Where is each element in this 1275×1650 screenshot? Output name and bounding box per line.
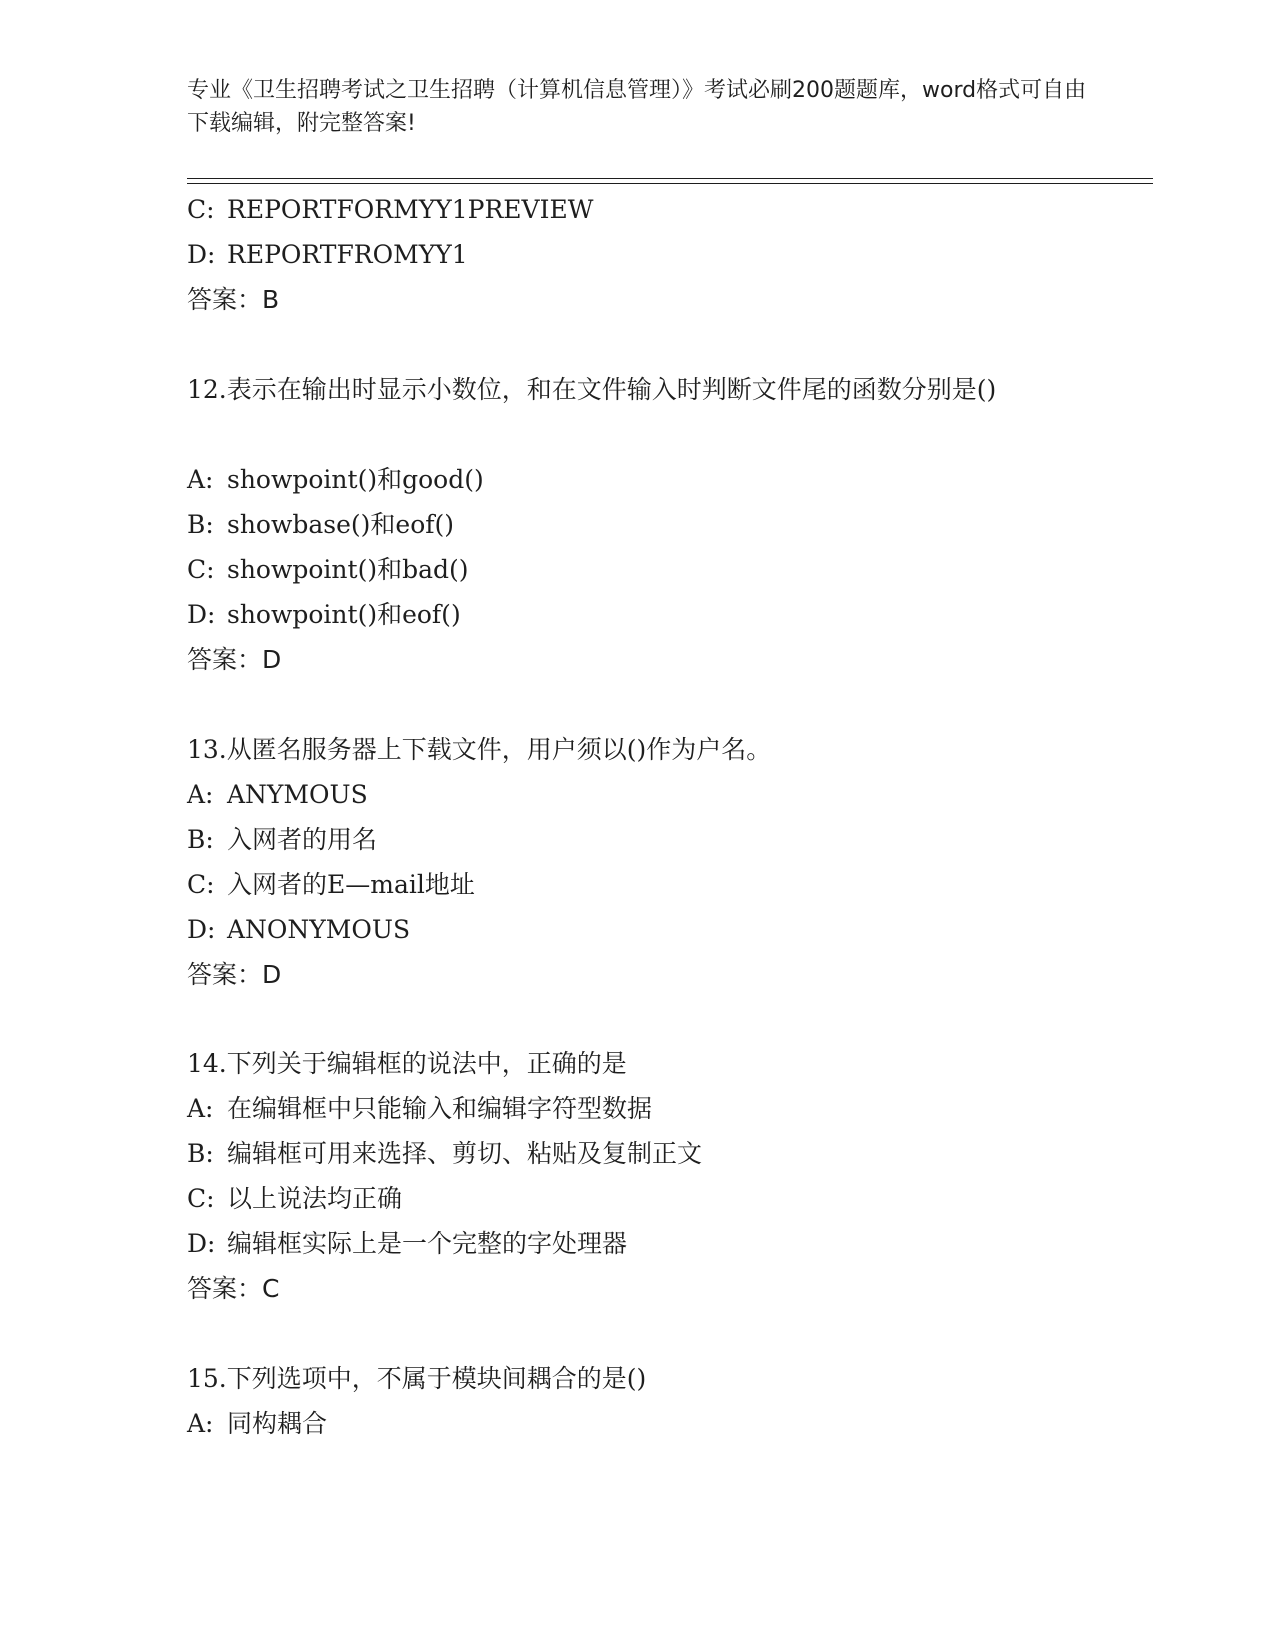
question-stem: 15.下列选项中，不属于模块间耦合的是()	[187, 1364, 647, 1393]
document-header: 专业《卫生招聘考试之卫生招聘（计算机信息管理）》考试必刷200题题库，word格式可自由下载编辑，附完整答案!	[187, 78, 1087, 136]
header-divider-top	[187, 178, 1153, 179]
answer-line: 答案：D	[187, 645, 282, 674]
option-b: B: 编辑框可用来选择、剪切、粘贴及复制正文	[187, 1139, 703, 1168]
question-stem: 13.从匿名服务器上下载文件，用户须以()作为户名。	[187, 735, 772, 764]
option-a: A: showpoint()和good()	[187, 465, 484, 494]
answer-line: 答案：D	[187, 960, 282, 989]
option-d: D: REPORTFROMYY1	[187, 240, 468, 269]
option-b: B: showbase()和eof()	[187, 510, 455, 539]
option-c: C: 以上说法均正确	[187, 1184, 403, 1213]
option-c: C: 入网者的E—mail地址	[187, 870, 475, 899]
question-stem: 14.下列关于编辑框的说法中，正确的是	[187, 1049, 627, 1078]
question-stem: 12.表示在输出时显示小数位，和在文件输入时判断文件尾的函数分别是()	[187, 375, 997, 404]
option-d: D: showpoint()和eof()	[187, 600, 461, 629]
option-d: D: 编辑框实际上是一个完整的字处理器	[187, 1229, 628, 1258]
option-c: C: showpoint()和bad()	[187, 555, 469, 584]
option-c: C: REPORTFORMYY1PREVIEW	[187, 195, 594, 224]
option-a: A: 同构耦合	[187, 1409, 328, 1438]
answer-line: 答案：C	[187, 1274, 280, 1303]
header-divider-bottom	[187, 183, 1153, 184]
option-d: D: ANONYMOUS	[187, 915, 411, 944]
option-b: B: 入网者的用名	[187, 825, 378, 854]
option-a: A: ANYMOUS	[187, 780, 368, 809]
answer-line: 答案：B	[187, 285, 280, 314]
option-a: A: 在编辑框中只能输入和编辑字符型数据	[187, 1094, 653, 1123]
